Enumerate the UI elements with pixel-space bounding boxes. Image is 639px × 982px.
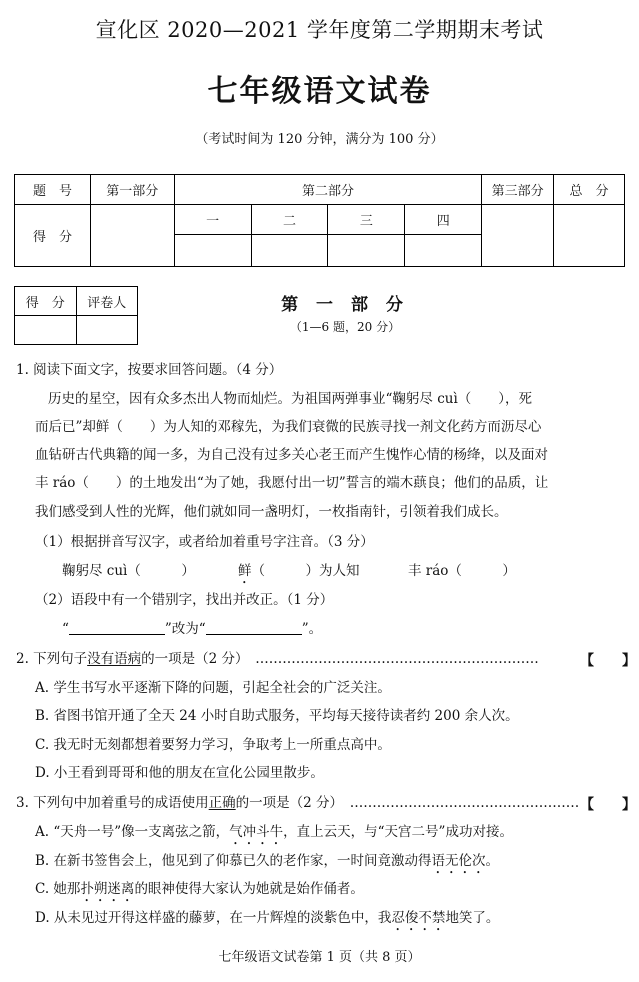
exam-note: （考试时间为 120 分钟，满分为 100 分） — [195, 132, 444, 147]
q3-option-c: C. 她那扑朔迷离的眼神使得大家认为她就是始作俑者。 — [35, 881, 364, 897]
q1-sub1-item-cui[interactable]: 鞠躬尽 cuì（ ） — [62, 563, 195, 579]
keyword-underlined: 正确 — [208, 795, 236, 811]
score-cell-part2-2[interactable] — [251, 235, 328, 267]
header-question-no: 题 号 — [15, 175, 91, 205]
score-cell-part1[interactable] — [90, 205, 174, 267]
q1-sub1-item-rao[interactable]: 丰 ráo（ ） — [408, 563, 516, 579]
score-cell-part3[interactable] — [482, 205, 554, 267]
emphasis-char: 鲜 — [238, 563, 252, 579]
grader-name-label: 评卷人 — [76, 287, 137, 316]
part2-sub-3: 三 — [328, 205, 405, 235]
emphasis-idiom: 忍俊不禁 — [391, 910, 446, 926]
emphasis-idiom: 气冲斗牛 — [229, 824, 284, 840]
exam-title: 宣化区 2020—2021 学年度第二学期期末考试 — [95, 18, 544, 42]
score-table — [14, 174, 625, 267]
q1-sub2-answer: “ ”改为“ ”。 — [62, 621, 323, 637]
header-part3: 第三部分 — [482, 175, 554, 205]
grader-table — [14, 286, 138, 345]
q1-sub1: （1）根据拼音写汉字，或者给加着重号字注音。（3 分） — [35, 534, 374, 550]
q2-option: C. 我无时无刻都想着要努力学习，争取考上一所重点高中。 — [35, 737, 391, 753]
q1-para-line: 血钻研古代典籍的闻一多，为自己没有过多关心老王而产生愧怍心情的杨绛，以及面对 — [35, 447, 548, 463]
q3-option-b: B. 在新书签售会上，他见到了仰慕已久的老作家，一时间竟激动得语无伦次。 — [35, 853, 500, 869]
score-cell-part2-4[interactable] — [405, 235, 482, 267]
q3-option-d: D. 从未见过开得这样盛的藤萝，在一片辉煌的淡紫色中，我忍俊不禁地笑了。 — [35, 910, 500, 926]
score-cell-total[interactable] — [554, 205, 625, 267]
q2-answer-bracket[interactable]: 【 】 — [580, 653, 636, 669]
paper-subtitle: 七年级语文试卷 — [207, 74, 432, 109]
answer-blank-wrong[interactable] — [69, 620, 165, 635]
part1-title: 第 一 部 分 — [281, 295, 409, 315]
q2-stem: 2. 下列句子没有语病的一项是（2 分） ……………………………………………………… — [16, 651, 539, 667]
page-footer: 七年级语文试卷第 1 页（共 8 页） — [218, 950, 421, 965]
header-part1: 第一部分 — [90, 175, 174, 205]
q2-option: B. 省图书馆开通了全天 24 小时自助式服务，平均每天接待读者约 200 余人次。 — [35, 708, 519, 724]
emphasis-idiom: 语无伦次 — [431, 853, 486, 869]
q1-para-line: 而后已”却鲜（ ）为人知的邓稼先，为我们衰微的民族寻找一剂文化药方而沥尽心 — [35, 419, 542, 435]
row-score-label: 得 分 — [15, 205, 91, 267]
score-cell-part2-1[interactable] — [174, 235, 251, 267]
grader-score-cell[interactable] — [15, 316, 77, 345]
q1-sub1-item-xian[interactable]: 鲜（ ）为人知 — [238, 563, 360, 579]
q2-option: D. 小王看到哥哥和他的朋友在宣化公园里散步。 — [35, 765, 324, 781]
q3-stem: 3. 下列句中加着重号的成语使用正确的一项是（2 分） …………………………………………… — [16, 795, 580, 811]
header-part2: 第二部分 — [174, 175, 481, 205]
part2-sub-4: 四 — [405, 205, 482, 235]
answer-blank-correct[interactable] — [206, 620, 302, 635]
q3-option-a: A. “天舟一号”像一支离弦之箭，气冲斗牛，直上云天，与“天宫二号”成功对接。 — [35, 824, 513, 840]
q1-para-line: 丰 ráo（ ）的土地发出“为了她，我愿付出一切”誓言的端木蕻良；他们的品质，让 — [35, 475, 549, 491]
part1-range: （1—6 题，20 分） — [289, 320, 401, 334]
part2-sub-1: 一 — [174, 205, 251, 235]
emphasis-idiom: 扑朔迷离 — [80, 881, 135, 897]
q2-option: A. 学生书写水平逐渐下降的问题，引起全社会的广泛关注。 — [35, 680, 391, 696]
grader-score-label: 得 分 — [15, 287, 77, 316]
score-cell-part2-3[interactable] — [328, 235, 405, 267]
q1-para-line: 历史的星空，因有众多杰出人物而灿烂。为祖国两弹事业“鞠躬尽 cuì（ ），死 — [48, 391, 533, 407]
q1-para-line: 我们感受到人性的光辉，他们就如同一盏明灯，一枚指南针，引领着我们成长。 — [35, 504, 508, 520]
header-total: 总 分 — [554, 175, 625, 205]
grader-name-cell[interactable] — [76, 316, 137, 345]
q1-stem: 1. 阅读下面文字，按要求回答问题。（4 分） — [16, 362, 283, 378]
q3-answer-bracket[interactable]: 【 】 — [580, 797, 636, 813]
part2-sub-2: 二 — [251, 205, 328, 235]
q1-sub2: （2）语段中有一个错别字，找出并改正。（1 分） — [35, 592, 334, 608]
keyword-underlined: 没有语病 — [87, 651, 142, 667]
